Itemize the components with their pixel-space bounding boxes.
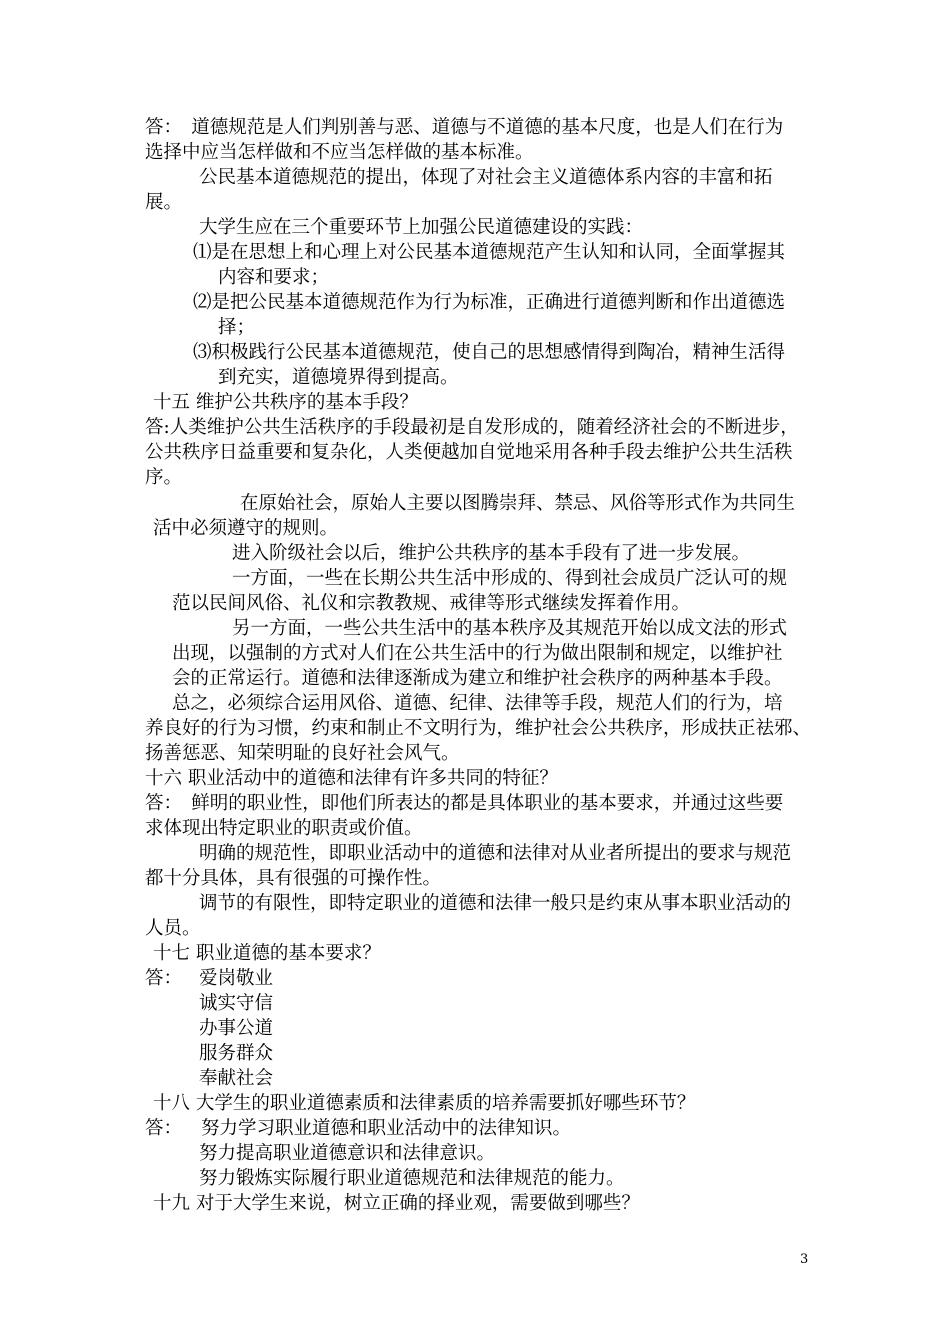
answer-15-line-8: 范以民间风俗、礼仪和宗教教规、戒律等形式继续发挥着作用。 (172, 593, 691, 614)
answer-16-line-1: 答： 鲜明的职业性，即他们所表达的都是具体职业的基本要求，并通过这些要 (145, 793, 784, 814)
answer-15-line-14: 扬善惩恶、知荣明耻的良好社会风气。 (145, 743, 460, 764)
answer-16-line-6: 人员。 (145, 918, 201, 939)
answer-14-item-3-cont: 到充实，道德境界得到提高。 (218, 367, 459, 388)
answer-15-line-13: 养良好的行为习惯，约束和制止不文明行为，维护社会公共秩序，形成扶正祛邪、 (145, 718, 812, 739)
question-15-heading: 十五 维护公共秩序的基本手段？ (153, 392, 418, 413)
answer-14-line-2: 选择中应当怎样做和不应当怎样做的基本标准。 (145, 142, 534, 163)
answer-17-item-2: 诚实守信 (199, 993, 274, 1014)
answer-14-line-5: 大学生应在三个重要环节上加强公民道德建设的实践： (199, 217, 644, 238)
answer-18-item-2: 努力提高职业道德意识和法律意识。 (199, 1143, 496, 1164)
page-number: 3 (800, 1252, 809, 1267)
answer-17-label: 答： (145, 968, 183, 989)
answer-14-item-2: ⑵是把公民基本道德规范作为行为标准，正确进行道德判断和作出道德选 (193, 292, 786, 313)
answer-15-line-3: 序。 (145, 467, 183, 488)
answer-15-line-1: 答:人类维护公共生活秩序的手段最初是自发形成的，随着经济社会的不断进步， (145, 417, 799, 438)
answer-16-line-4: 都十分具体，具有很强的可操作性。 (145, 868, 442, 889)
question-17-heading: 十七 职业道德的基本要求？ (153, 943, 381, 964)
question-19-heading: 十九 对于大学生来说，树立正确的择业观，需要做到哪些？ (153, 1193, 640, 1214)
answer-15-line-4: 在原始社会，原始人主要以图腾崇拜、禁忌、风俗等形式作为共同生 (240, 493, 796, 514)
answer-17-item-3: 办事公道 (199, 1018, 274, 1039)
answer-15-line-11: 会的正常运行。道德和法律逐渐成为建立和维护社会秩序的两种基本手段。 (172, 668, 783, 689)
answer-14-item-1-cont: 内容和要求； (218, 267, 330, 288)
answer-16-line-5: 调节的有限性，即特定职业的道德和法律一般只是约束从事本职业活动的 (199, 893, 792, 914)
answer-15-line-9: 另一方面，一些公共生活中的基本秩序及其规范开始以成文法的形式 (232, 618, 788, 639)
answer-14-item-3: ⑶积极践行公民基本道德规范，使自己的思想感情得到陶冶，精神生活得 (193, 342, 786, 363)
question-18-heading: 十八 大学生的职业道德素质和法律素质的培养需要抓好哪些环节？ (153, 1093, 696, 1114)
answer-15-line-7: 一方面，一些在长期公共生活中形成的、得到社会成员广泛认可的规 (232, 568, 788, 589)
answer-17-item-5: 奉献社会 (199, 1068, 274, 1089)
question-16-heading: 十六 职业活动中的道德和法律有许多共同的特征？ (145, 768, 558, 789)
answer-17-item-1: 爱岗敬业 (199, 968, 274, 989)
answer-15-line-5: 活中必须遵守的规则。 (153, 518, 339, 539)
answer-14-line-1: 答： 道德规范是人们判别善与恶、道德与不道德的基本尺度，也是人们在行为 (145, 117, 784, 138)
answer-18-item-3: 努力锻炼实际履行职业道德规范和法律规范的能力。 (199, 1168, 625, 1189)
answer-15-line-2: 公共秩序日益重要和复杂化，人类便越加自觉地采用各种手段去维护公共生活秩 (145, 442, 793, 463)
answer-16-line-3: 明确的规范性，即职业活动中的道德和法律对从业者所提出的要求与规范 (199, 843, 792, 864)
answer-14-line-4: 展。 (145, 192, 183, 213)
answer-18-label: 答： (145, 1118, 183, 1139)
answer-16-line-2: 求体现出特定职业的职责或价值。 (145, 818, 423, 839)
answer-14-item-2-cont: 择； (218, 317, 256, 338)
answer-15-line-12: 总之，必须综合运用风俗、道德、纪律、法律等手段，规范人们的行为，培 (172, 693, 783, 714)
answer-14-line-3: 公民基本道德规范的提出，体现了对社会主义道德体系内容的丰富和拓 (199, 167, 773, 188)
answer-15-line-10: 出现，以强制的方式对人们在公共生活中的行为做出限制和规定，以维护社 (172, 643, 783, 664)
answer-15-line-6: 进入阶级社会以后，维护公共秩序的基本手段有了进一步发展。 (232, 543, 751, 564)
answer-14-item-1: ⑴是在思想上和心理上对公民基本道德规范产生认知和认同，全面掌握其 (193, 242, 786, 263)
answer-17-item-4: 服务群众 (199, 1043, 274, 1064)
answer-18-item-1: 努力学习职业道德和职业活动中的法律知识。 (201, 1118, 572, 1139)
